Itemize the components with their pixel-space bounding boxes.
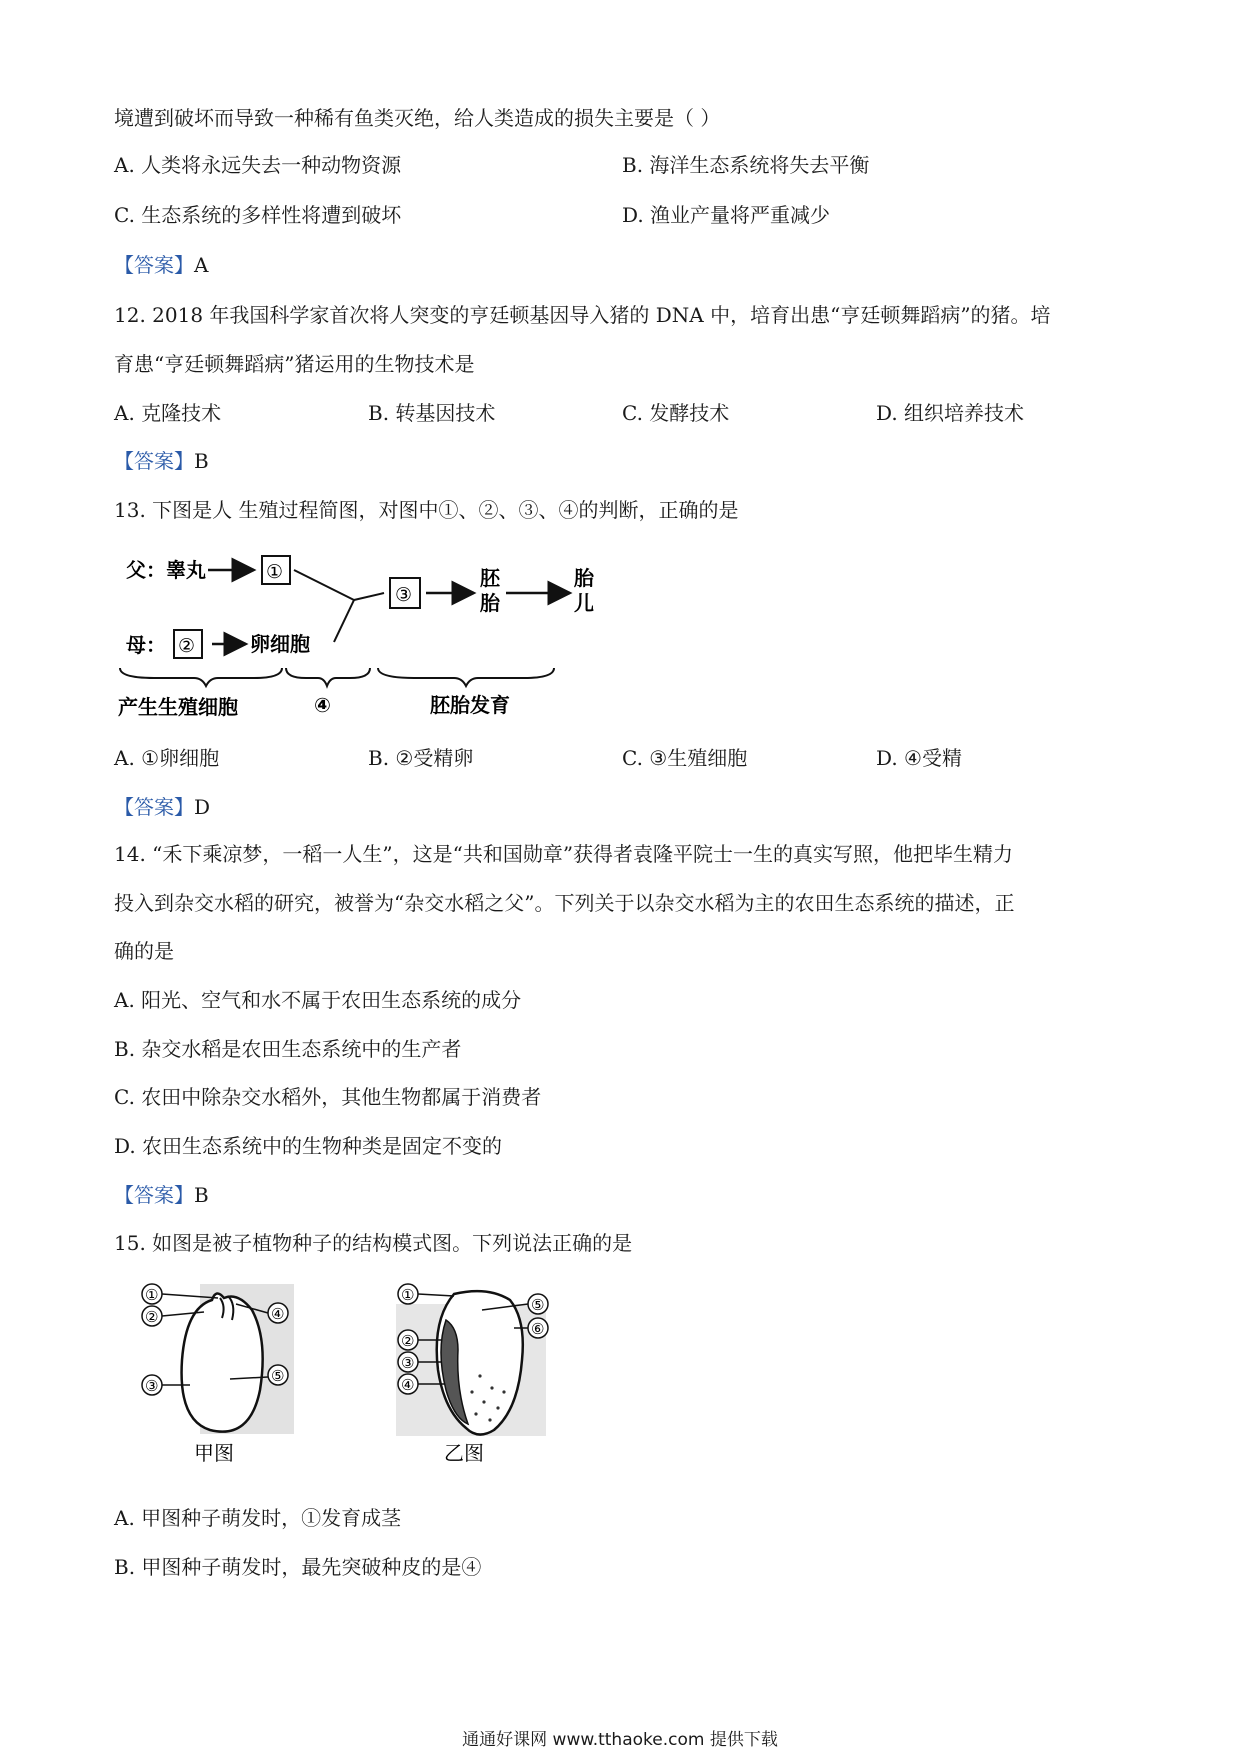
stage1-label: 产生生殖细胞: [118, 695, 238, 719]
q14-option-a: A. 阳光、空气和水不属于农田生态系统的成分: [114, 988, 522, 1012]
answer-tag: 【答案】: [114, 449, 194, 473]
caption-yi: 乙图: [444, 1441, 484, 1465]
brace-stage3: [378, 668, 554, 686]
q11-option-d: D. 渔业产量将严重减少: [622, 203, 831, 227]
seed-figure-jia: [140, 1280, 300, 1465]
q13-option-c: C. ③生殖细胞: [622, 746, 748, 770]
mother-label: 母：: [126, 633, 166, 657]
q14-stem-line1: 14. “禾下乘凉梦，一稻一人生”，这是“共和国勋章”获得者袁隆平院士一生的真实写照，他把毕生精力: [114, 842, 1014, 866]
q13-option-b: B. ②受精卵: [368, 746, 474, 770]
fetus-top: 胎: [574, 566, 594, 590]
page-footer: 通通好课网 www.tthaoke.com 提供下载: [462, 1730, 778, 1750]
q12-answer: [114, 446, 209, 476]
q11-option-a: A. 人类将永远失去一种动物资源: [114, 153, 402, 177]
caption-jia: 甲图: [194, 1441, 234, 1465]
q14-stem-line3: 确的是: [114, 939, 174, 963]
svg-text:②: ②: [145, 1308, 159, 1326]
stage3-label: 胚胎发育: [430, 693, 510, 717]
q14-option-d: D. 农田生态系统中的生物种类是固定不变的: [114, 1134, 503, 1158]
embryo-top: 胚: [480, 566, 500, 590]
svg-text:④: ④: [271, 1305, 285, 1323]
q12-stem-line2: 育患“亨廷顿舞蹈病”猪运用的生物技术是: [114, 352, 475, 376]
answer-value: B: [194, 449, 209, 473]
q14-option-c: C. 农田中除杂交水稻外，其他生物都属于消费者: [114, 1085, 542, 1109]
svg-text:⑤: ⑤: [531, 1296, 545, 1314]
q12-stem-line1: 12. 2018 年我国科学家首次将人突变的亨廷顿基因导入猪的 DNA 中，培育出患“亨廷顿舞蹈病”的猪。培: [114, 303, 1051, 327]
q12-option-d: D. 组织培养技术: [876, 401, 1025, 425]
seed-figure-yi: [392, 1280, 562, 1465]
q15-stem: 15. 如图是被子植物种子的结构模式图。下列说法正确的是: [114, 1231, 633, 1255]
reproduction-diagram: [114, 540, 614, 722]
box-1-label: ①: [266, 561, 284, 583]
q11-stem: 境遭到破坏而导致一种稀有鱼类灭绝，给人类造成的损失主要是（ ）: [114, 106, 721, 130]
box-3-label: ③: [395, 584, 413, 606]
q14-stem-line2: 投入到杂交水稻的研究，被誉为“杂交水稻之父”。下列关于以杂交水稻为主的农田生态系统的描述，正: [114, 891, 1015, 915]
answer-value: A: [194, 253, 209, 277]
svg-text:⑤: ⑤: [271, 1367, 285, 1385]
fertilization-line: [354, 593, 384, 600]
q15-option-b: B. 甲图种子萌发时，最先突破种皮的是④: [114, 1555, 482, 1579]
q13-stem: 13. 下图是人 生殖过程简图，对图中①、②、③、④的判断，正确的是: [114, 498, 739, 522]
father-label: 父：睾丸: [126, 558, 206, 582]
fetus-bottom: 儿: [574, 591, 594, 615]
svg-text:②: ②: [401, 1332, 415, 1350]
stage2-label: ④: [314, 693, 331, 717]
q13-answer: [114, 792, 210, 822]
embryo-bottom: 胎: [480, 591, 500, 615]
q15-option-a: A. 甲图种子萌发时，①发育成茎: [114, 1506, 402, 1530]
egg-label: 卵细胞: [250, 632, 310, 656]
svg-text:④: ④: [401, 1376, 415, 1394]
answer-value: D: [194, 795, 211, 819]
svg-text:③: ③: [145, 1377, 159, 1395]
q12-option-a: A. 克隆技术: [114, 401, 222, 425]
q11-answer: [114, 250, 208, 280]
answer-tag: 【答案】: [114, 795, 194, 819]
q13-option-d: D. ④受精: [876, 746, 962, 770]
box-2-label: ②: [178, 635, 196, 657]
q11-option-c: C. 生态系统的多样性将遭到破坏: [114, 203, 402, 227]
brace-stage1: [120, 668, 282, 686]
sperm-line: [294, 570, 354, 600]
svg-text:①: ①: [145, 1286, 159, 1304]
svg-text:①: ①: [401, 1286, 415, 1304]
egg-line: [334, 600, 354, 642]
q14-answer: [114, 1180, 209, 1210]
answer-value: B: [194, 1183, 209, 1207]
q13-option-a: A. ①卵细胞: [114, 746, 220, 770]
answer-tag: 【答案】: [114, 253, 194, 277]
q14-option-b: B. 杂交水稻是农田生态系统中的生产者: [114, 1037, 462, 1061]
brace-stage2: [286, 668, 370, 686]
q11-option-b: B. 海洋生态系统将失去平衡: [622, 153, 870, 177]
q12-option-c: C. 发酵技术: [622, 401, 730, 425]
svg-text:⑥: ⑥: [531, 1320, 545, 1338]
answer-tag: 【答案】: [114, 1183, 194, 1207]
svg-text:③: ③: [401, 1354, 415, 1372]
q12-option-b: B. 转基因技术: [368, 401, 496, 425]
